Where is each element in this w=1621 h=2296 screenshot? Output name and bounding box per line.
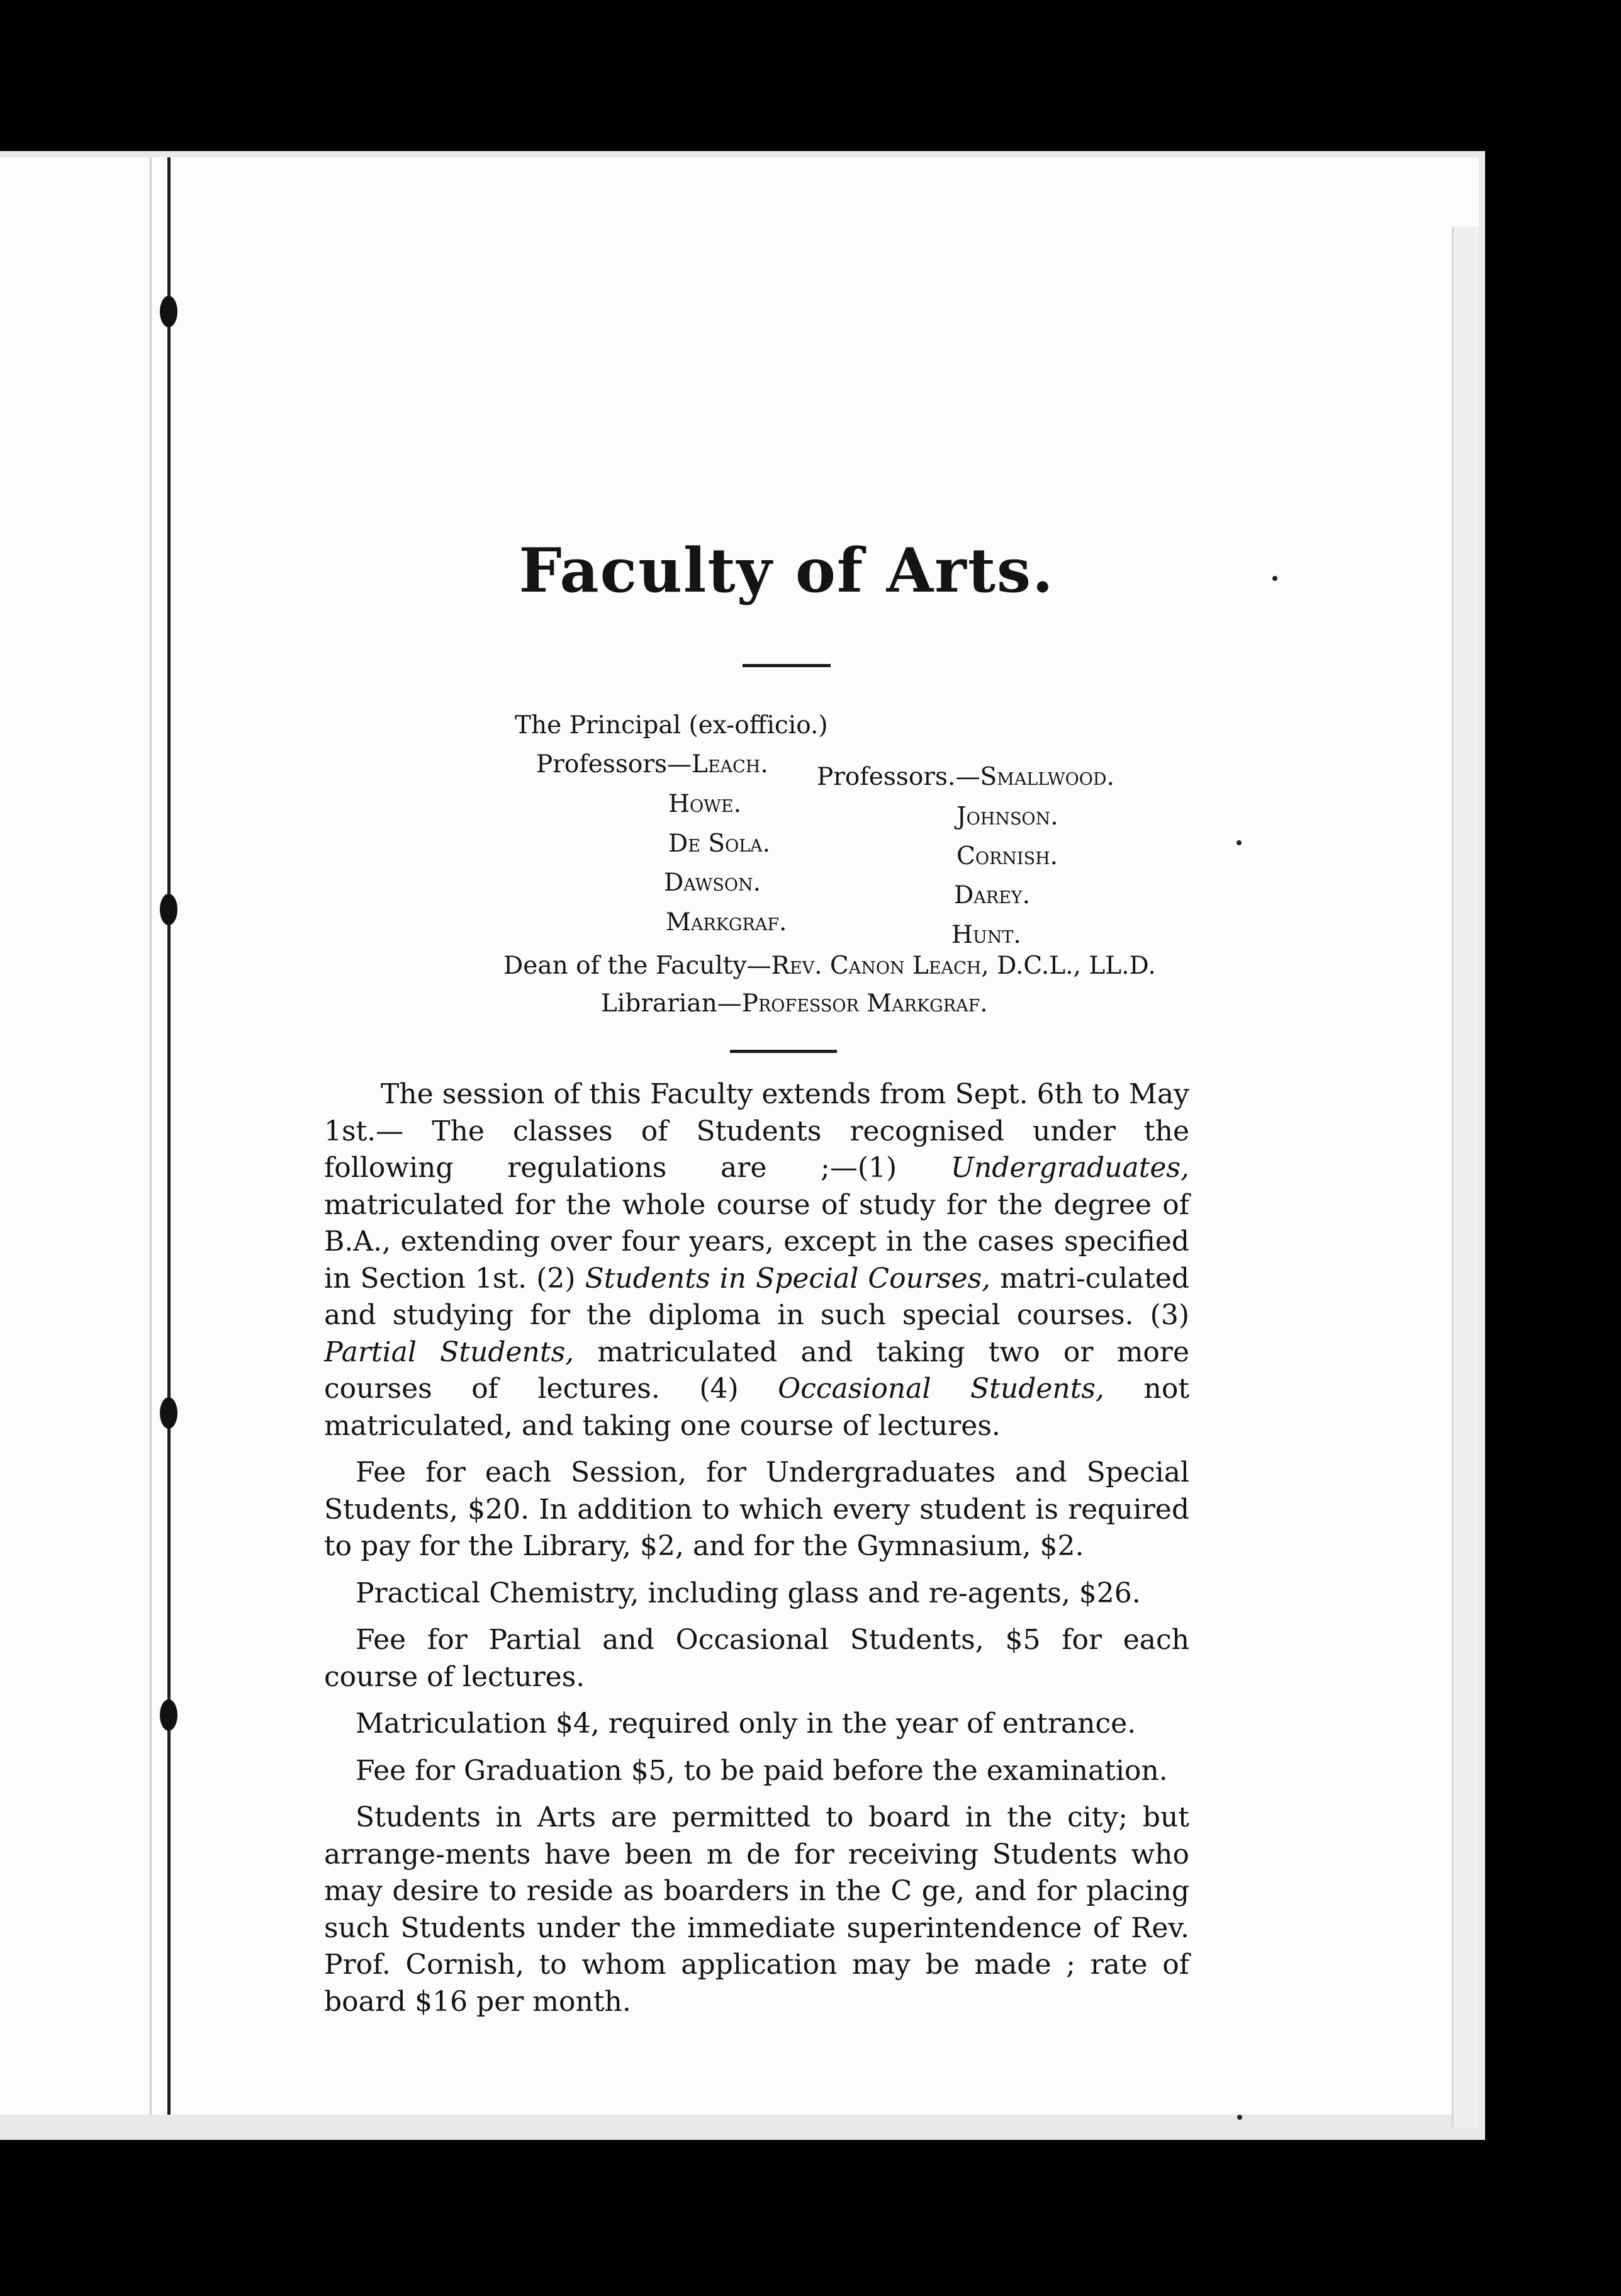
- scan-speck: [1237, 840, 1242, 845]
- paragraph-emphasis: Students in Special Courses,: [585, 1262, 991, 1295]
- scan-speck: [1272, 576, 1277, 581]
- paragraph-text: matriculated for the whole course of study for the degree of B.A., extending over four years, except in the cases specified in Section 1st. (2): [324, 1188, 1189, 1295]
- paragraph-text: matri-culated and studying for the diploma in such special courses. (3): [324, 1262, 1189, 1331]
- roster-left-name: Leach.: [692, 750, 768, 779]
- paragraph-emphasis: Occasional Students,: [778, 1373, 1104, 1405]
- roster-right-name: Cornish.: [956, 842, 1058, 870]
- paragraph-text: matriculated and taking two or more courses of lectures. (4): [324, 1336, 1189, 1405]
- paragraph-text: The session of this Faculty extends from Sept. 6th to May 1st.— The classes of Students recognised under the following regulations are ;—(1): [324, 1078, 1189, 1184]
- roster-dean-title: Rev. Canon Leach,: [771, 952, 989, 980]
- roster-right-first: [817, 763, 1114, 791]
- roster-principal: The Principal (ex-officio.): [515, 711, 828, 740]
- roster-right-name: Smallwood.: [980, 763, 1114, 791]
- paragraph-emphasis: Partial Students,: [324, 1336, 575, 1368]
- roster-right-name: Hunt.: [951, 921, 1021, 949]
- roster-dean-suffix: D.C.L., LL.D.: [997, 952, 1156, 980]
- roster-dean: [503, 952, 1156, 980]
- roster-left-prefix: Professors—: [536, 750, 692, 779]
- roster-left-name: De Sola.: [668, 830, 771, 858]
- roster-right-name: Johnson.: [956, 802, 1058, 831]
- roster-right-name: Darey.: [954, 881, 1031, 909]
- roster-left-name: Markgraf.: [666, 908, 787, 937]
- roster-left-first: [536, 750, 768, 779]
- roster-left-name: Dawson.: [664, 869, 761, 897]
- roster-left-name: Howe.: [668, 790, 742, 818]
- paragraph-graduation: Fee for Graduation $5, to be paid before the examination.: [356, 1754, 1168, 1787]
- divider-rule: [730, 1050, 837, 1053]
- roster-librarian-prefix: Librarian—: [601, 989, 742, 1018]
- roster-librarian-name: Professor Markgraf.: [741, 989, 988, 1018]
- document-page: [0, 157, 1479, 2115]
- roster-dean-prefix: Dean of the Faculty—: [503, 952, 771, 980]
- paragraph-boarding: Students in Arts are permitted to board in the city; but arrange-ments have been m de for receiving Students who may desire to reside as boarders in the C ge, and for placing such Students under the immediate superintendence of Rev. Prof. Cornish, to whom application may be made ; rate of board $16 per month.: [324, 1801, 1189, 2018]
- paragraph-chemistry-fee: Practical Chemistry, including glass and re-agents, $26.: [356, 1577, 1141, 1609]
- paragraph-session-fee: Fee for each Session, for Undergraduates and Special Students, $20. In addition to which every student is required to pay for the Library, $2, and for the Gymnasium, $2.: [324, 1456, 1189, 1562]
- paragraph-partial-fee: Fee for Partial and Occasional Students, $5 for each course of lectures.: [324, 1624, 1189, 1693]
- paragraph-text: not matriculated, and taking one course of lectures.: [324, 1373, 1189, 1442]
- page-title: Faculty of Arts.: [519, 535, 1055, 606]
- paragraph-classes: [324, 1076, 1189, 1444]
- roster-librarian: [601, 989, 988, 1018]
- paragraph-matriculation: Matriculation $4, required only in the year of entrance.: [356, 1708, 1136, 1740]
- roster-right-prefix: Professors.—: [817, 763, 980, 791]
- scan-speck: [1237, 2115, 1242, 2120]
- paragraph-emphasis: Undergraduates,: [950, 1152, 1189, 1184]
- body-text: [324, 1076, 1189, 2030]
